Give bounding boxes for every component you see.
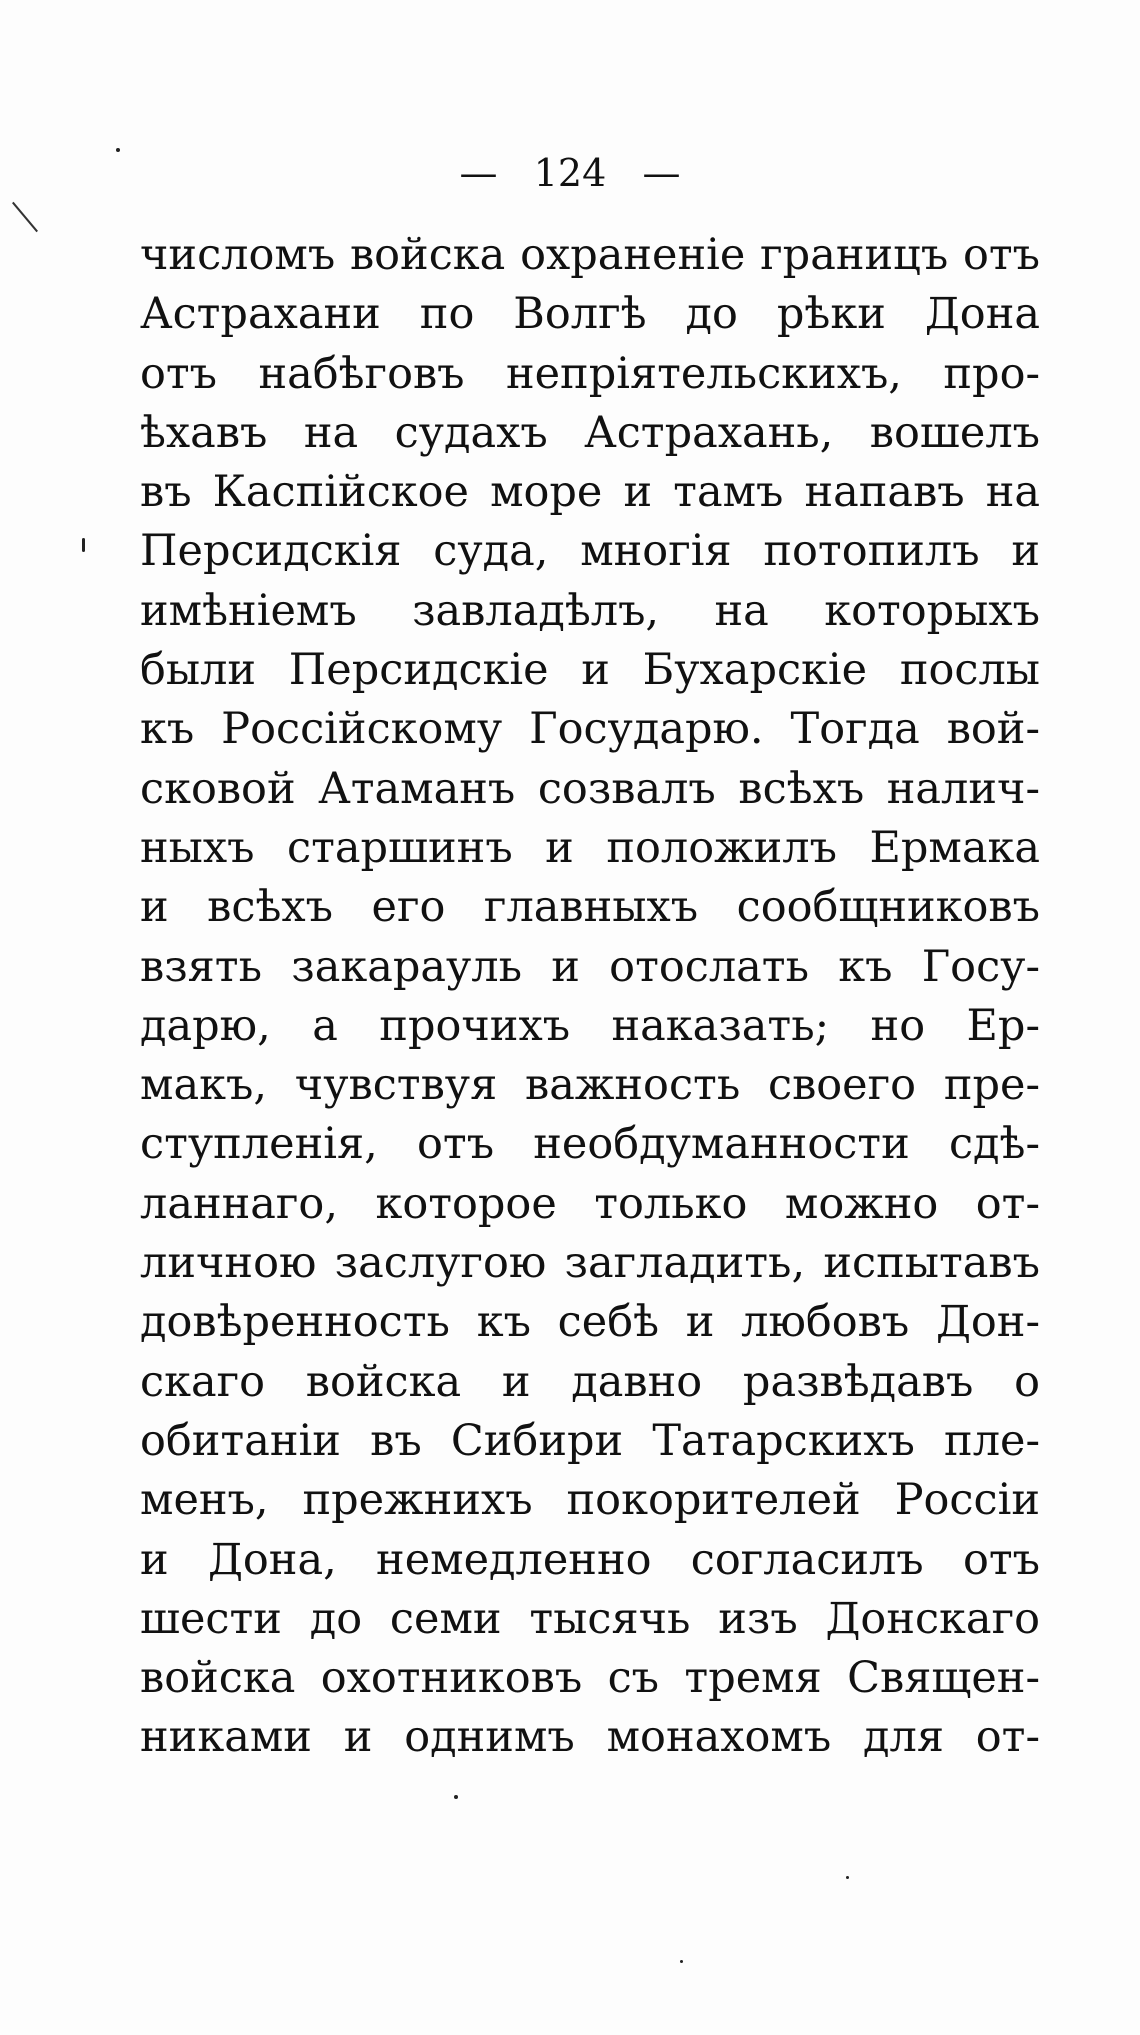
text-line: макъ, чувствуя важность своего пре-: [140, 1060, 1040, 1111]
text-line: взять закарауль и отослать къ Госу-: [140, 941, 1040, 992]
text-line: ступленiя, отъ необдуманности сдѣ-: [140, 1119, 1040, 1170]
text-line: никами и однимъ монахомъ для от-: [140, 1712, 1040, 1763]
text-line: личною заслугою загладить, испытавъ: [140, 1238, 1040, 1289]
text-line: къ Россiйскому Государю. Тогда вой-: [140, 704, 1040, 755]
page-number-header: — 124 —: [459, 151, 681, 195]
text-line: въ Каспiйское море и тамъ напавъ на: [140, 467, 1040, 518]
text-line: Персидскiя суда, многiя потопилъ и: [140, 526, 1040, 577]
text-line: ланнаго, которое только можно от-: [140, 1178, 1040, 1229]
text-line: дарю, а прочихъ наказать; но Ер-: [140, 1000, 1040, 1051]
ink-speck: [454, 1795, 458, 1799]
text-line: числомъ войска охраненiе границъ отъ: [140, 230, 1040, 280]
ink-speck: [846, 1876, 849, 1879]
text-line: сковой Атаманъ созвалъ всѣхъ налич-: [140, 763, 1040, 814]
text-line: ныхъ старшинъ и положилъ Ермака: [140, 822, 1040, 873]
text-line: войска охотниковъ съ тремя Священ-: [140, 1653, 1040, 1704]
text-line: скаго войска и давно развѣдавъ о: [140, 1356, 1040, 1407]
text-line: довѣренность къ себѣ и любовъ Дон-: [140, 1297, 1040, 1348]
text-line: шести до семи тысячь изъ Донскаго: [140, 1593, 1040, 1644]
text-line: были Персидскiе и Бухарскiе послы: [140, 645, 1040, 696]
text-line: обитанiи въ Сибири Татарскихъ пле-: [140, 1415, 1040, 1466]
text-line: отъ набѣговъ непрiятельскихъ, про-: [140, 348, 1040, 399]
margin-mark: [12, 202, 38, 232]
ink-speck: [82, 538, 85, 552]
text-line: и всѣхъ его главныхъ сообщниковъ: [140, 882, 1040, 933]
ink-speck: [680, 1960, 683, 1963]
text-line: имѣнiемъ завладѣлъ, на которыхъ: [140, 585, 1040, 636]
text-line: Астрахани по Волгѣ до рѣки Дона: [140, 289, 1040, 340]
text-line: ѣхавъ на судахъ Астрахань, вошелъ: [140, 407, 1040, 458]
text-line: и Дона, немедленно согласилъ отъ: [140, 1534, 1040, 1585]
body-text: [140, 226, 1040, 1768]
text-line: менъ, прежнихъ покорителей Россiи: [140, 1475, 1040, 1526]
